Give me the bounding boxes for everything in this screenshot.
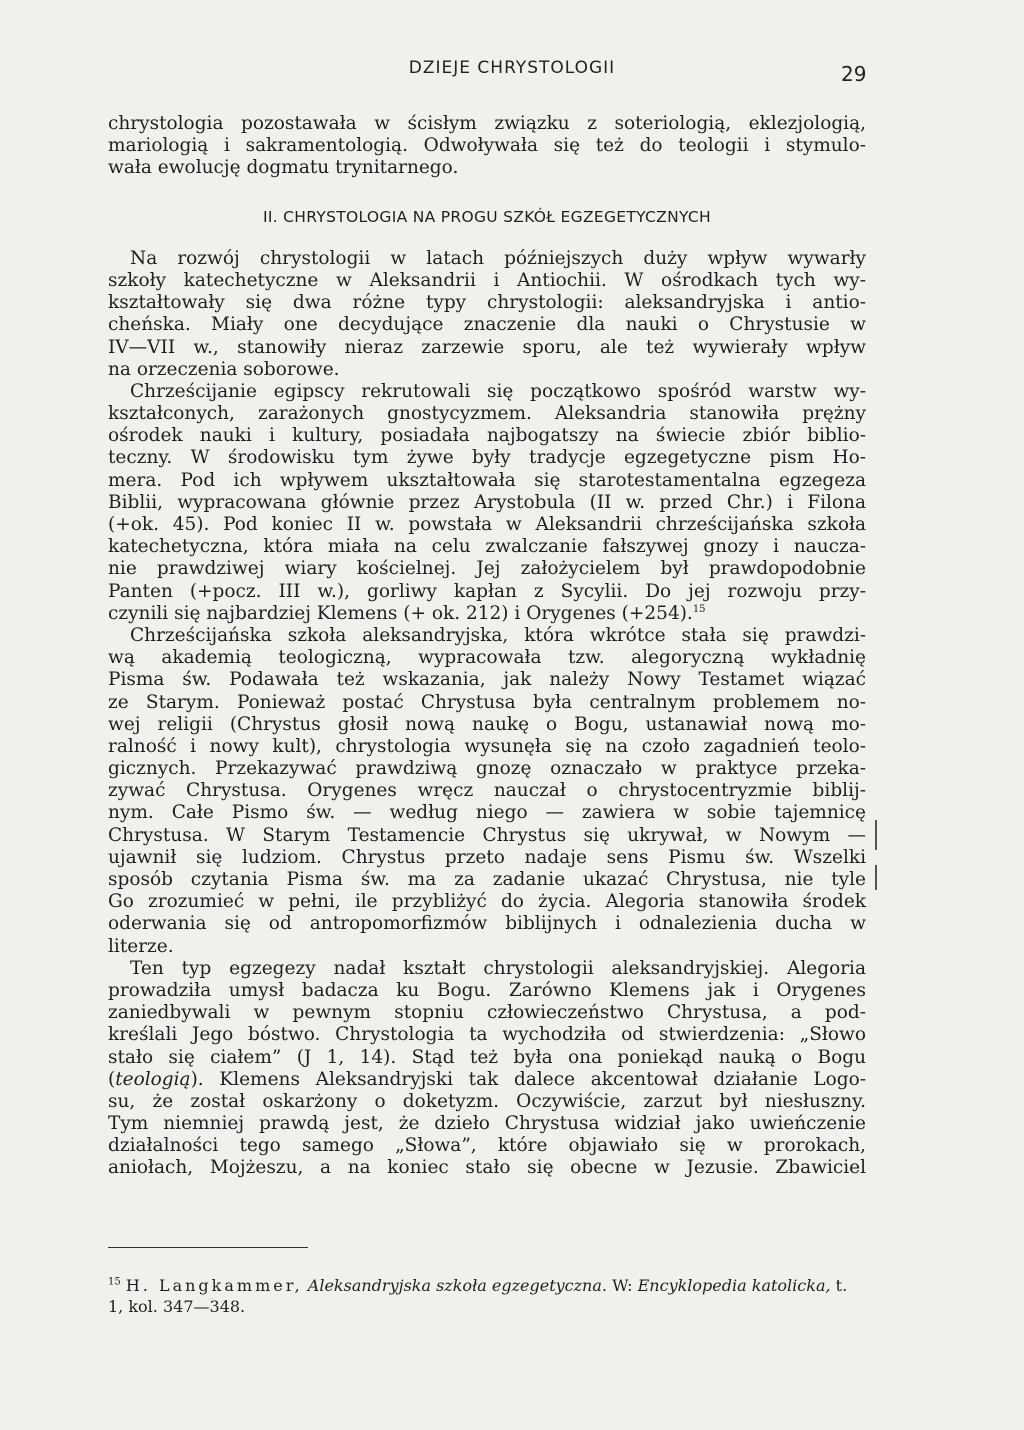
text-line: sposób czytania Pisma św. ma za zadanie ukazać Chrystusa, nie tyle [108,869,866,891]
body-text [108,113,866,1180]
paragraph-schools [108,248,866,381]
text-line: cheńska. Miały one decydujące znaczenie dla nauki o Chrystusie w [108,314,866,336]
text-line: ralność i nowy kult), chrystologia wysunęła się na czoło zagadnień teolo- [108,735,866,757]
footnote-source: Encyklopedia katolicka, [637,1276,831,1295]
text-line: szkoły katechetyczne w Aleksandrii i Antiochii. W ośrodkach tych wy- [108,269,866,291]
footnote-number: 15 [108,1276,121,1288]
paragraph-egyptian-christians [108,381,866,625]
text-line: Panten (+pocz. III w.), gorliwy kapłan z Sycylii. Do jej rozwoju przy- [108,580,866,602]
text-line: mera. Pod ich wpływem ukształtowała się starotestamentalna egzegeza [108,469,866,491]
text-line: nym. Całe Pismo św. — według niego — zawiera w sobie tajemnicę [108,802,866,824]
text-line: katechetyczna, która miała na celu zwalczanie fałszywej gnozy i naucza- [108,536,866,558]
edge-mark [875,820,877,850]
text-line: literze. [108,935,174,957]
text-line: wą akademią teologiczną, wypracowała tzw. alegoryczną wykładnię [108,647,866,669]
page-number: 29 [841,62,867,86]
footnote-reference: 15 [692,603,706,615]
text-line: wała ewolucję dogmatu trynitarnego. [108,157,459,179]
text-line: aniołach, Mojżeszu, a na koniec stało się obecne w Jezusie. Zbawiciel [108,1157,866,1179]
footnote-rule [108,1247,308,1248]
text-line: mariologią i sakramentologią. Odwoływała się też do teologii i stymulo- [108,135,866,157]
text-line: teczny. W środowisku tym żywe były tradycje egzegetyczne pism Ho- [108,447,866,469]
text-line: su, że został oskarżony o doketyzm. Oczywiście, zarzut był niesłuszny. [108,1090,866,1112]
text-line: Pisma św. Podawała też wskazania, jak należy Nowy Testamet wiązać [108,669,866,691]
text-line: Ten typ egzegezy nadał kształt chrystologii aleksandryjskiej. Alegoria [130,957,866,979]
footnote-in-label: W: [612,1276,633,1295]
paragraph-alexandrian-school [108,625,866,958]
text-line: na orzeczenia soborowe. [108,358,340,380]
text-line [108,1069,866,1091]
text-line: wej religii (Chrystus głosił nową naukę o Bogu, ustanawiał nową mo- [108,713,866,735]
text-line: gicznych. Przekazywać prawdziwą gnozę oznaczało w praktyce przeka- [108,758,866,780]
text-line: chrystologia pozostawała w ścisłym związku z soteriologią, eklezjologią, [108,113,866,134]
paragraph-exegesis-type [108,958,866,1180]
text-line: IV—VII w., stanowiły nieraz zarzewie sporu, ale też wywierały wpływ [108,336,866,358]
text-line: działalności tego samego „Słowa”, które objawiało się w prorokach, [108,1135,866,1157]
italic-term: teologią [115,1068,191,1090]
text-line: Biblii, wypracowana głównie przez Arystobula (II w. przed Chr.) i Filona [108,491,866,513]
text-line: ośrodek nauki i kultury, posiadała najbogatszy na świecie zbiór biblio- [108,425,866,447]
intro-paragraph [108,113,866,180]
text-fragment: ( [108,1068,116,1090]
text-line: ze Starym. Ponieważ postać Chrystusa była centralnym problemem no- [108,691,866,713]
text-line: Tym niemniej prawdą jest, że dzieło Chrystusa widział jako uwieńczenie [108,1113,866,1135]
text-line: kreślali Jego bóstwo. Chrystologia ta wychodziła od stwierdzenia: „Słowo [108,1024,866,1046]
text-line: (+ok. 45). Pod koniec II w. powstała w Aleksandrii chrześcijańska szkoła [108,514,866,536]
footnote-details: t. 1, kol. 347—348. [108,1276,848,1316]
text-line: zaniedbywali w pewnym stopniu człowieczeństwo Chrystusa, a pod- [108,1002,866,1024]
text-fragment: ). Klemens Aleksandryjski tak dalece akcentował działanie Logo- [190,1068,866,1090]
text-line: oderwania się od antropomorfizmów biblijnych i odnalezienia ducha w [108,913,866,935]
text-line: zywać Chrystusa. Orygenes wręcz nauczał o chrystocentryzmie biblij- [108,780,866,802]
text-line: prowadziła umysł badacza ku Bogu. Zarówno Klemens jak i Orygenes [108,979,866,1001]
footnote-title: Aleksandryjska szkoła egzegetyczna. [307,1276,607,1295]
section-heading: II. CHRYSTOLOGIA NA PROGU SZKÓŁ EGZEGETYCZNYCH [262,207,711,226]
text-line: Na rozwój chrystologii w latach późniejszych duży wpływ wywarły [130,247,866,269]
text-line: kształconych, zarażonych gnostycyzmem. Aleksandria stanowiła prężny [108,403,866,425]
text-line: Chrystusa. W Starym Testamencie Chrystus się ukrywał, w Nowym — [108,824,866,846]
text-line: Chrześcijańska szkoła aleksandryjska, która wkrótce stała się prawdzi- [130,624,866,646]
edge-mark [875,865,877,890]
text-line: Chrześcijanie egipscy rekrutowali się początkowo spośród warstw wy- [130,380,866,402]
footnote-author: H. Langkammer, [125,1276,303,1295]
text-line: Go zrozumieć w pełni, ile przybliżyć do życia. Alegoria stanowiła środek [108,891,866,913]
running-title: DZIEJE CHRYSTOLOGII [408,58,616,78]
text-line: czynili się najbardziej Klemens (+ ok. 212) i Orygenes (+254).$^{15}$ [108,602,706,624]
text-line: stało się ciałem” (J 1, 14). Stąd też była ona poniekąd nauką o Bogu [108,1046,866,1068]
footnote [108,1275,866,1317]
text-line: nie prawdziwej wiary kościelnej. Jej założycielem był prawdopodobnie [108,558,866,580]
text-line: kształtowały się dwa różne typy chrystologii: aleksandryjska i antio- [108,292,866,314]
text-line: ujawnił się ludziom. Chrystus przeto nadaje sens Pismu św. Wszelki [108,846,866,868]
